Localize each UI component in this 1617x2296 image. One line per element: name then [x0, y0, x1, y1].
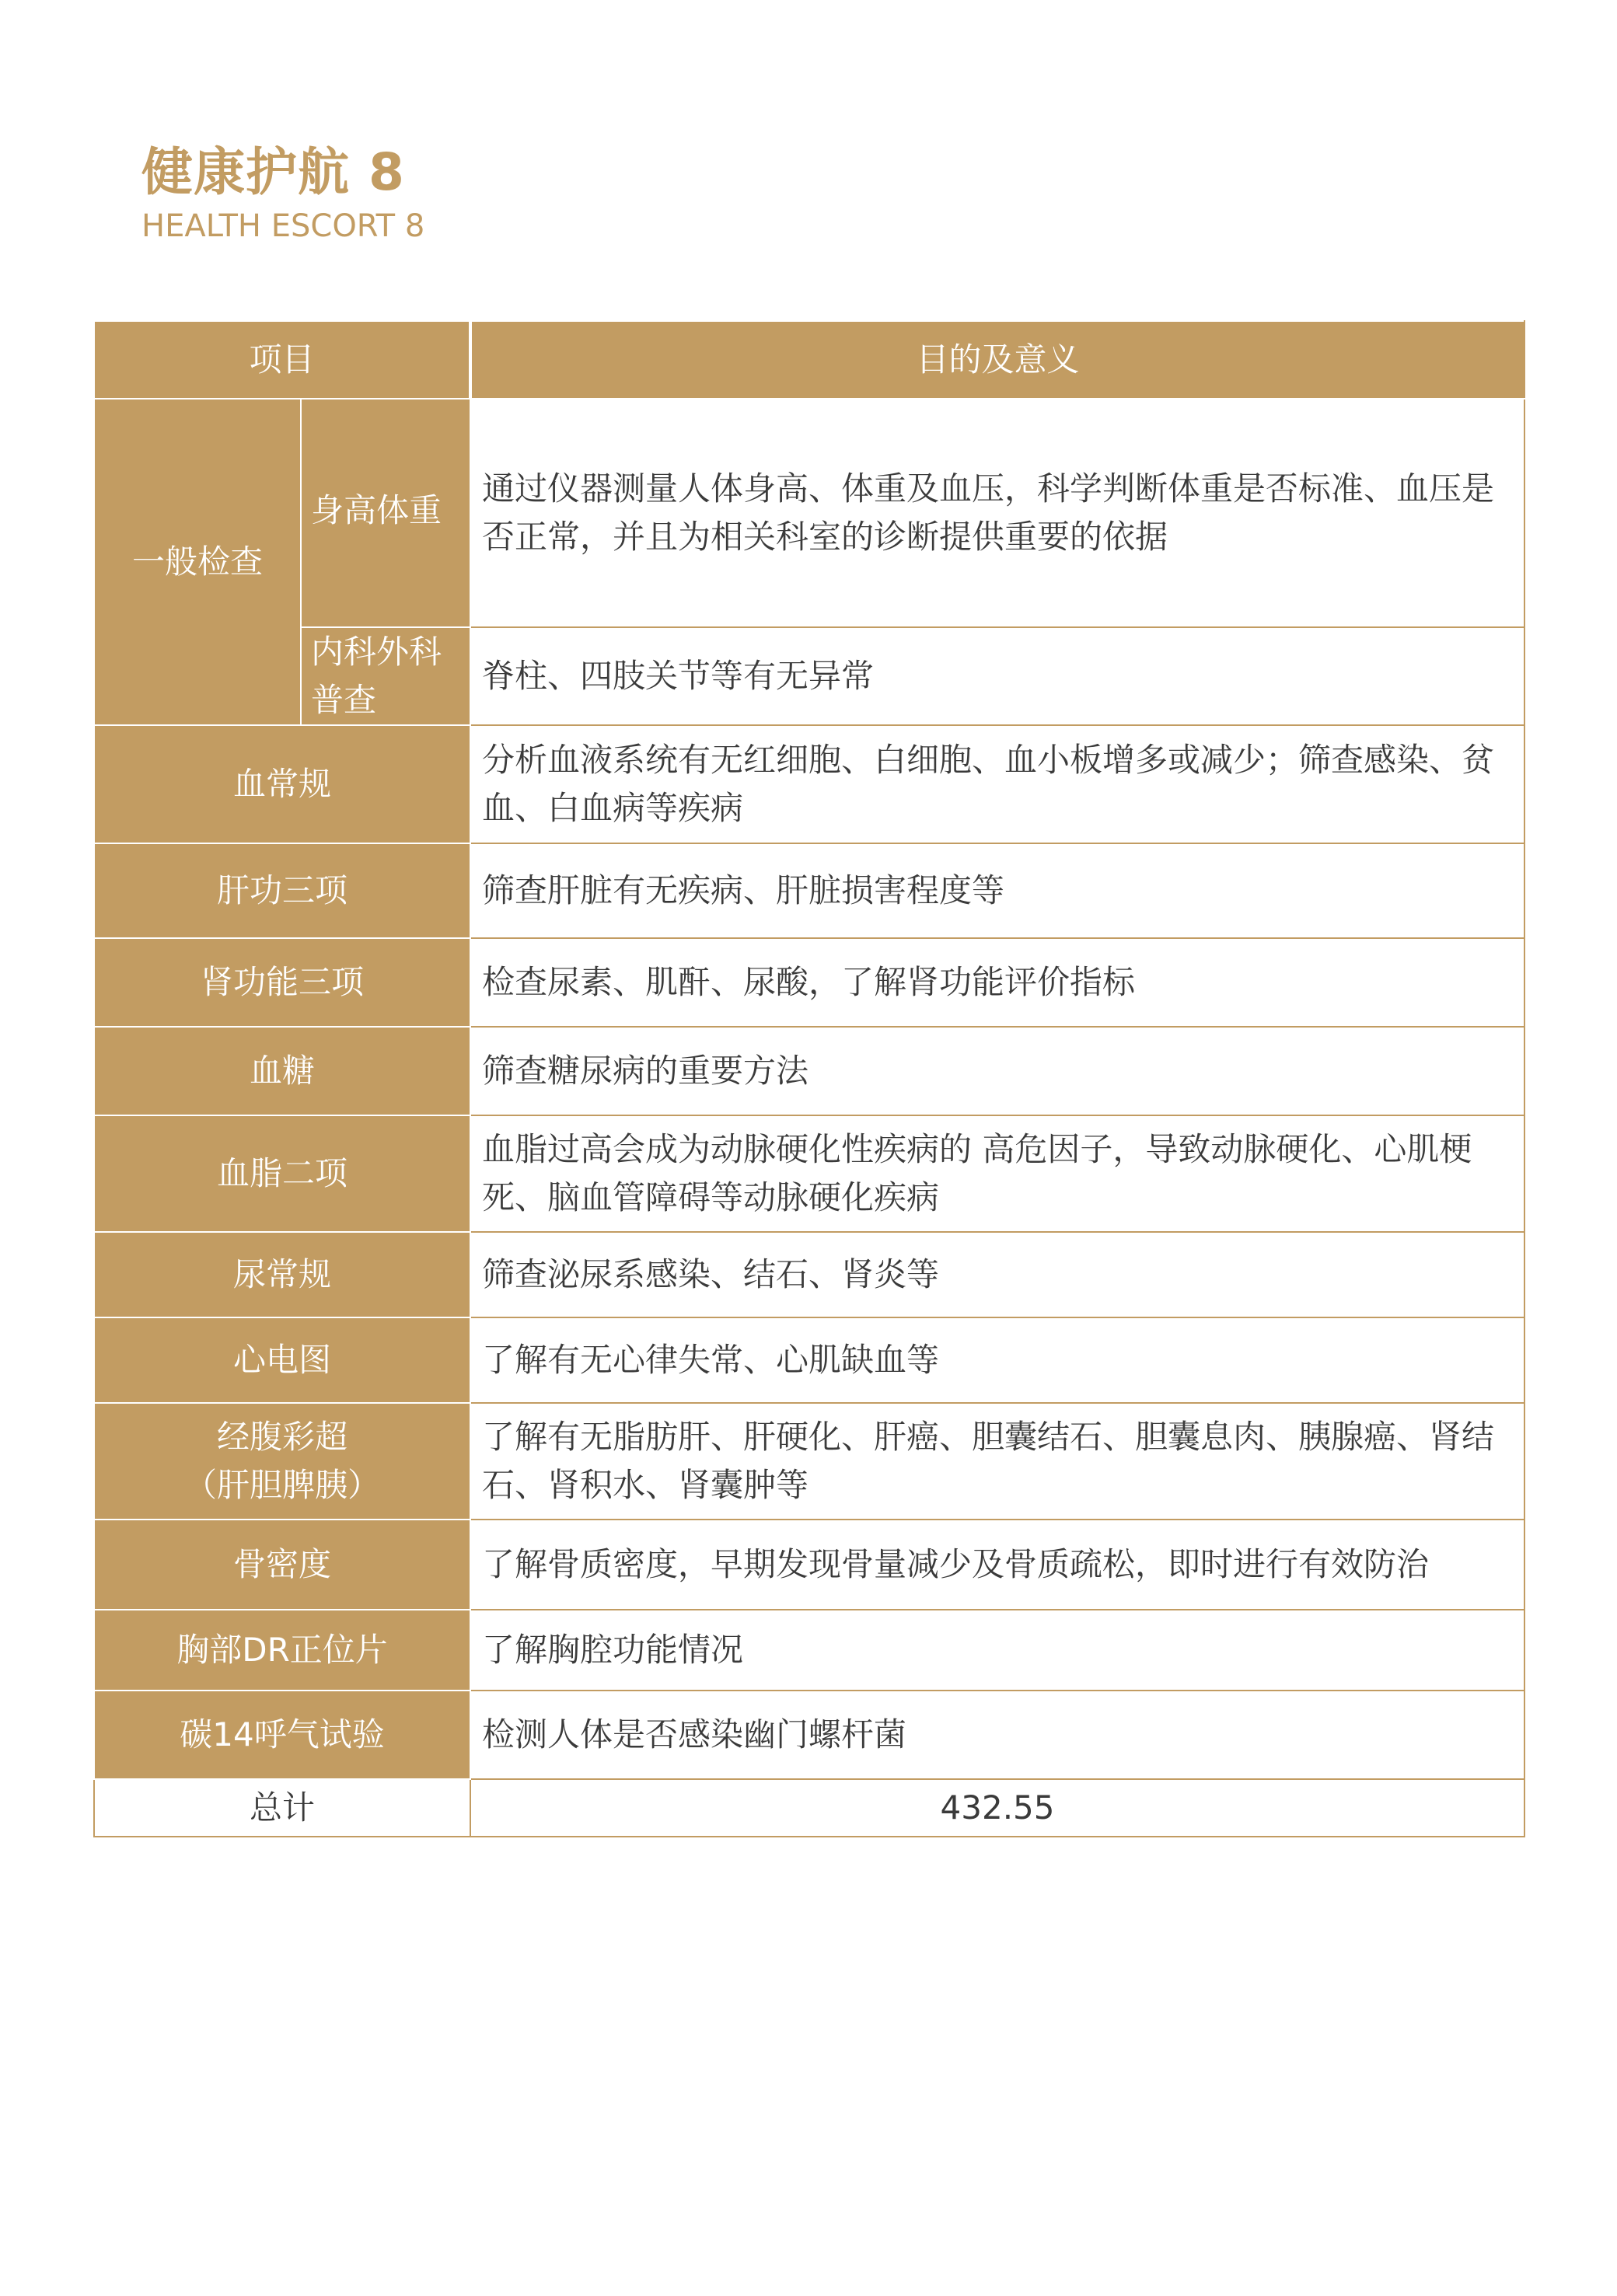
- row-desc: 筛查糖尿病的重要方法: [470, 1027, 1524, 1115]
- group-label-general: 一般检查: [94, 399, 301, 725]
- table-row: [94, 1610, 1524, 1691]
- row-desc: 检查尿素、肌酐、尿酸，了解肾功能评价指标: [470, 938, 1524, 1027]
- row-desc: 筛查肝脏有无疾病、肝脏损害程度等: [470, 843, 1524, 938]
- row-desc: 血脂过高会成为动脉硬化性疾病的 高危因子，导致动脉硬化、心肌梗死、脑血管障碍等动脉硬化疾病: [470, 1115, 1524, 1232]
- row-desc: 检测人体是否感染幽门螺杆菌: [470, 1691, 1524, 1779]
- row-item: 肝功三项: [94, 843, 470, 938]
- checkup-table: [93, 320, 1525, 1837]
- row-item: 身高体重: [301, 399, 470, 627]
- row-item: 内科外科普查: [301, 627, 470, 725]
- row-item: 尿常规: [94, 1232, 470, 1317]
- total-row: [94, 1779, 1524, 1837]
- table-row: [94, 938, 1524, 1027]
- table-row: [94, 399, 1524, 627]
- table-row: [94, 627, 1524, 725]
- total-value: 432.55: [470, 1779, 1524, 1837]
- page-title: 健康护航 8: [141, 142, 405, 202]
- total-label: 总计: [94, 1779, 470, 1837]
- table-row: [94, 1027, 1524, 1115]
- row-desc: 了解骨质密度，早期发现骨量减少及骨质疏松，即时进行有效防治: [470, 1520, 1524, 1610]
- page-subtitle: HEALTH ESCORT 8: [141, 208, 425, 244]
- table-row: [94, 1232, 1524, 1317]
- table-row: [94, 1520, 1524, 1610]
- row-desc: 通过仪器测量人体身高、体重及血压，科学判断体重是否标准、血压是否正常，并且为相关科室的诊断提供重要的依据: [470, 399, 1524, 627]
- row-desc: 脊柱、四肢关节等有无异常: [470, 627, 1524, 725]
- row-item: 碳14呼气试验: [94, 1691, 470, 1779]
- row-desc: 了解胸腔功能情况: [470, 1610, 1524, 1691]
- row-item: 心电图: [94, 1317, 470, 1403]
- row-item: 骨密度: [94, 1520, 470, 1610]
- table-row: [94, 1317, 1524, 1403]
- header-item: 项目: [94, 321, 470, 399]
- table-row: [94, 843, 1524, 938]
- row-item: 血糖: [94, 1027, 470, 1115]
- table-row: [94, 1691, 1524, 1779]
- table-row: [94, 725, 1524, 843]
- table-header-row: [94, 321, 1524, 399]
- row-desc: 筛查泌尿系感染、结石、肾炎等: [470, 1232, 1524, 1317]
- row-item: 血常规: [94, 725, 470, 843]
- row-desc: 了解有无脂肪肝、肝硬化、肝癌、胆囊结石、胆囊息肉、胰腺癌、肾结石、肾积水、肾囊肿等: [470, 1403, 1524, 1520]
- row-desc: 分析血液系统有无红细胞、白细胞、血小板增多或减少；筛查感染、贫血、白血病等疾病: [470, 725, 1524, 843]
- header-purpose: 目的及意义: [470, 321, 1524, 399]
- row-item: 经腹彩超 （肝胆脾胰）: [94, 1403, 470, 1520]
- table-row: [94, 1115, 1524, 1232]
- row-item: 胸部DR正位片: [94, 1610, 470, 1691]
- row-item: 肾功能三项: [94, 938, 470, 1027]
- row-item: 血脂二项: [94, 1115, 470, 1232]
- table-row: [94, 1403, 1524, 1520]
- row-desc: 了解有无心律失常、心肌缺血等: [470, 1317, 1524, 1403]
